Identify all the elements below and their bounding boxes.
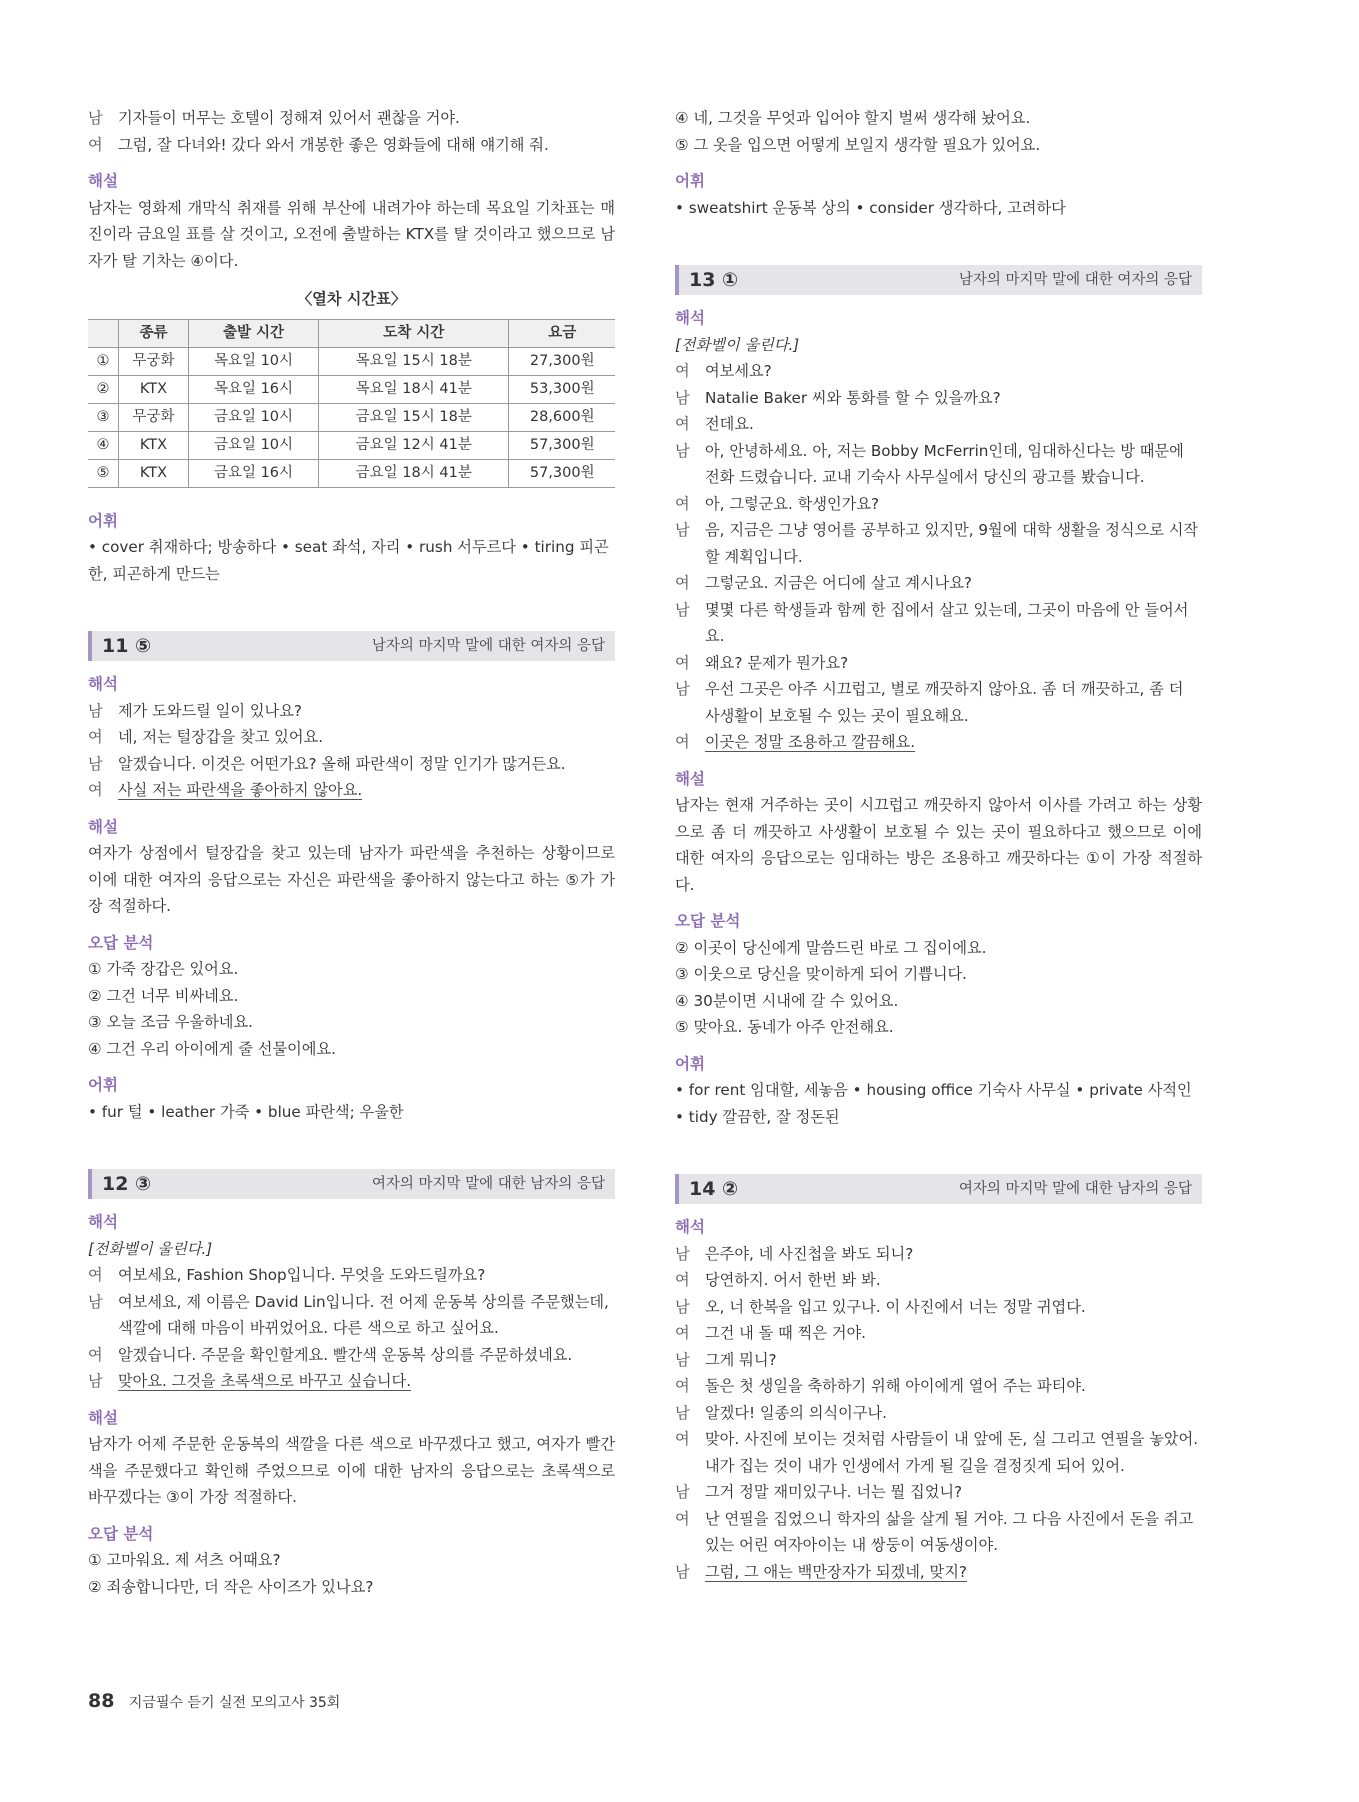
speaker: 여 <box>88 1266 103 1284</box>
speaker: 남 <box>88 1372 103 1390</box>
utterance: 오, 너 한복을 입고 있구나. 이 사진에서 너는 정말 귀엽다. <box>705 1297 1086 1316</box>
speaker: 남 <box>675 1483 690 1501</box>
q13-vocab-line-1: • for rent 임대할, 세놓음 • housing office 기숙사 사무실 • private 사적인 <box>675 1081 1192 1099</box>
dialogue-line <box>675 1506 1202 1559</box>
speaker: 여 <box>88 728 103 746</box>
speaker: 여 <box>675 415 690 433</box>
option-item: ④ 그건 우리 아이에게 줄 선물이에요. <box>88 1039 336 1058</box>
table-cell: 금요일 16시 <box>188 459 318 487</box>
option-item: ③ 이웃으로 당신을 맞이하게 되어 기쁩니다. <box>675 965 967 983</box>
q12-header-bar <box>88 1169 615 1199</box>
utterance: 은주야, 네 사진첩을 봐도 되니? <box>705 1244 914 1263</box>
page-number: 88 <box>88 1690 115 1712</box>
q13-header-bar <box>675 265 1202 295</box>
utterance: 아, 그렇군요. 학생인가요? <box>705 494 880 513</box>
dialogue-line <box>675 1400 1202 1427</box>
speaker: 여 <box>88 781 103 799</box>
speaker: 남 <box>88 754 103 773</box>
q12-trans-heading: 해석 <box>88 1213 118 1231</box>
table-title: 〈열차 시간표〉 <box>296 290 407 308</box>
speaker: 여 <box>675 1509 690 1528</box>
q12-number: 12 ③ <box>102 1172 152 1195</box>
q11-dialogue <box>88 698 615 778</box>
dialogue-line <box>675 438 1202 491</box>
dialogue-line <box>675 491 1202 518</box>
q13-explain-heading: 해설 <box>675 769 705 788</box>
q12-vocab-heading: 어휘 <box>675 172 705 190</box>
speaker: 여 <box>675 574 690 592</box>
q10-explain-heading: 해설 <box>88 172 118 190</box>
utterance: 우선 그곳은 아주 시끄럽고, 별로 깨끗하지 않아요. 좀 더 깨끗하고, 좀 더 사생활이 보호될 수 있는 곳이 필요해요. <box>705 680 1184 725</box>
speaker: 여 <box>675 494 690 513</box>
utterance: 음, 지금은 그냥 영어를 공부하고 있지만, 9월에 대학 생활을 정식으로 시작할 계획입니다. <box>705 521 1199 566</box>
q11-last-line <box>88 777 615 804</box>
utterance: 그거 정말 재미있구나. 너는 뭘 집었니? <box>705 1483 963 1501</box>
utterance: 그럼, 잘 다녀와! 갔다 와서 개봉한 좋은 영화들에 대해 얘기해 줘. <box>118 135 549 154</box>
answer-line: 이곳은 정말 조용하고 깔끔해요. <box>705 733 916 751</box>
q12-tag: 여자의 마지막 말에 대한 남자의 응답 <box>371 1175 605 1192</box>
q14-header-bar <box>675 1174 1202 1204</box>
utterance: 네, 저는 털장갑을 찾고 있어요. <box>118 728 324 746</box>
utterance: 그렇군요. 지금은 어디에 살고 계시나요? <box>705 574 972 592</box>
q11-vocab: • fur 털 • leather 가죽 • blue 파란색; 우울한 <box>88 1102 404 1121</box>
q11-number: 11 ⑤ <box>102 634 152 657</box>
utterance: 맞아. 사진에 보이는 것처럼 사람들이 내 앞에 돈, 실 그리고 연필을 놓았어. 내가 집는 것이 내가 인생에서 가게 될 길을 결정짓게 되어 있어. <box>705 1430 1199 1475</box>
q12-stage-direction: [전화벨이 울린다.] <box>88 1239 213 1258</box>
utterance: 그건 내 돌 때 찍은 거야. <box>705 1324 867 1342</box>
utterance: Natalie Baker 씨와 통화를 할 수 있을까요? <box>705 388 1001 407</box>
right-column <box>675 105 1202 1585</box>
q13-trans-heading: 해석 <box>675 309 705 327</box>
option-item: ② 죄송합니다만, 더 작은 사이즈가 있나요? <box>88 1577 374 1596</box>
utterance: 알겠다! 일종의 의식이구나. <box>705 1403 887 1422</box>
dialogue-line <box>675 1320 1202 1347</box>
table-cell: ② <box>88 375 119 403</box>
table-cell: 금요일 12시 41분 <box>319 431 509 459</box>
page-footer <box>88 1690 340 1712</box>
dialogue-line <box>675 1426 1202 1479</box>
speaker: 남 <box>675 521 690 539</box>
answer-line: 맞아요. 그것을 초록색으로 바꾸고 싶습니다. <box>118 1372 412 1390</box>
speaker: 여 <box>88 1345 103 1364</box>
option-item: ② 그건 너무 비싸네요. <box>88 986 239 1005</box>
q12-explain-heading: 해설 <box>88 1408 118 1427</box>
option-item: ⑤ 그 옷을 입으면 어떻게 보일지 생각할 필요가 있어요. <box>675 135 1041 154</box>
dialogue-line <box>88 105 615 132</box>
table-cell: ④ <box>88 431 119 459</box>
table-cell: KTX <box>119 459 189 487</box>
q12-wrong-heading: 오답 분석 <box>88 1524 154 1543</box>
q11-vocab-heading: 어휘 <box>88 1076 118 1094</box>
utterance: 여보세요? <box>705 362 772 380</box>
q13-vocab-heading: 어휘 <box>675 1054 705 1073</box>
table-cell: 무궁화 <box>119 403 189 431</box>
option-item: ④ 네, 그것을 무엇과 입어야 할지 벌써 생각해 놨어요. <box>675 109 1031 127</box>
q13-dialogue <box>675 358 1202 729</box>
speaker: 남 <box>675 1350 690 1369</box>
utterance: 여보세요, Fashion Shop입니다. 무엇을 도와드릴까요? <box>118 1266 486 1284</box>
dialogue-line <box>675 597 1202 650</box>
table-cell: 목요일 10시 <box>188 347 318 375</box>
dialogue-line <box>88 1262 615 1289</box>
q12-wrong-list <box>88 1547 615 1600</box>
speaker: 여 <box>675 733 690 751</box>
table-cell: 57,300원 <box>509 431 615 459</box>
q10-vocab-heading: 어휘 <box>88 511 118 530</box>
dialogue-line <box>88 1289 615 1342</box>
left-column <box>88 105 615 1600</box>
speaker: 여 <box>675 1377 690 1395</box>
table-header-cell: 출발 시간 <box>188 319 318 347</box>
option-item: ② 이곳이 당신에게 말씀드린 바로 그 집이에요. <box>675 938 987 957</box>
q12-dialogue <box>88 1262 615 1368</box>
table-row <box>88 403 615 431</box>
q13-wrong-list <box>675 935 1202 1041</box>
speaker: 남 <box>675 1297 690 1316</box>
q11-wrong-list <box>88 956 615 1062</box>
table-cell: 금요일 18시 41분 <box>319 459 509 487</box>
q12-wrong-list-continued <box>675 105 1202 158</box>
speaker: 남 <box>675 1403 690 1422</box>
table-cell: ③ <box>88 403 119 431</box>
q10-explanation: 남자는 영화제 개막식 취재를 위해 부산에 내려가야 하는데 목요일 기차표는 매진이라 금요일 표를 살 것이고, 오전에 출발하는 KTX를 탈 것이라고 했으므로 남자가 탈 기차는 ④이다. <box>88 198 615 270</box>
table-cell: 목요일 16시 <box>188 375 318 403</box>
utterance: 당연하지. 어서 한번 봐 봐. <box>705 1271 881 1289</box>
table-cell: 금요일 10시 <box>188 403 318 431</box>
table-row <box>88 431 615 459</box>
dialogue-line <box>675 1347 1202 1374</box>
table-header-cell: 요금 <box>509 319 615 347</box>
option-item: ⑤ 맞아요. 동네가 아주 안전해요. <box>675 1018 894 1036</box>
dialogue-line <box>88 698 615 725</box>
answer-line: 사실 저는 파란색을 좋아하지 않아요. <box>118 781 363 799</box>
table-cell: 53,300원 <box>509 375 615 403</box>
dialogue-line <box>675 1479 1202 1506</box>
table-cell: 금요일 15시 18분 <box>319 403 509 431</box>
book-title: 지금필수 듣기 실전 모의고사 35회 <box>128 1695 341 1711</box>
q14-last-line <box>675 1559 1202 1586</box>
q11-explain-heading: 해설 <box>88 817 118 836</box>
dialogue-line <box>675 358 1202 385</box>
table-header-cell: 도착 시간 <box>319 319 509 347</box>
dialogue-line <box>675 570 1202 597</box>
answer-line: 그럼, 그 애는 백만장자가 되겠네, 맞지? <box>705 1562 967 1581</box>
utterance: 왜요? 문제가 뭔가요? <box>705 653 849 672</box>
q14-dialogue <box>675 1241 1202 1559</box>
q14-tag: 여자의 마지막 말에 대한 남자의 응답 <box>958 1180 1192 1197</box>
table-cell: 금요일 10시 <box>188 431 318 459</box>
dialogue-line <box>675 1241 1202 1268</box>
speaker: 남 <box>675 1562 690 1581</box>
speaker: 여 <box>675 1430 690 1448</box>
speaker: 여 <box>675 1271 690 1289</box>
utterance: 아, 안녕하세요. 아, 저는 Bobby McFerrin인데, 임대하신다는 방 때문에 전화 드렸습니다. 교내 기숙사 사무실에서 당신의 광고를 봤습니다. <box>705 441 1184 486</box>
table-cell: KTX <box>119 375 189 403</box>
speaker: 여 <box>675 362 690 380</box>
utterance: 그게 뭐니? <box>705 1350 777 1369</box>
option-item: ① 가죽 장갑은 있어요. <box>88 960 239 978</box>
q13-vocab-line-2: • tidy 깔끔한, 잘 정돈된 <box>675 1107 840 1126</box>
table-cell: 27,300원 <box>509 347 615 375</box>
option-item: ④ 30분이면 시내에 갈 수 있어요. <box>675 991 899 1010</box>
q11-tag: 남자의 마지막 말에 대한 여자의 응답 <box>371 637 605 654</box>
speaker: 여 <box>675 1324 690 1342</box>
q13-stage-direction: [전화벨이 울린다.] <box>675 335 800 354</box>
q13-tag: 남자의 마지막 말에 대한 여자의 응답 <box>958 271 1192 288</box>
speaker: 남 <box>88 1292 103 1311</box>
q13-number: 13 ① <box>689 268 739 291</box>
dialogue-line <box>88 1342 615 1369</box>
utterance: 난 연필을 집었으니 학자의 삶을 살게 될 거야. 그 다음 사진에서 돈을 쥐고 있는 어린 여자아이는 내 쌍둥이 여동생이야. <box>705 1509 1194 1554</box>
table-header-row <box>88 319 615 347</box>
table-cell: ① <box>88 347 119 375</box>
utterance: 몇몇 다른 학생들과 함께 한 집에서 살고 있는데, 그곳이 마음에 안 들어서요. <box>705 600 1189 645</box>
speaker: 남 <box>88 701 103 720</box>
q12-vocab: • sweatshirt 운동복 상의 • consider 생각하다, 고려하다 <box>675 198 1066 217</box>
q12-last-line <box>88 1368 615 1395</box>
dialogue-line <box>675 650 1202 677</box>
speaker: 여 <box>675 653 690 672</box>
utterance: 전데요. <box>705 415 754 433</box>
utterance: 기자들이 머무는 호텔이 정해져 있어서 괜찮을 거야. <box>118 109 460 127</box>
table-row <box>88 375 615 403</box>
table-cell: 목요일 18시 41분 <box>319 375 509 403</box>
q11-wrong-heading: 오답 분석 <box>88 933 154 952</box>
q10-vocab: • cover 취재하다; 방송하다 • seat 좌석, 자리 • rush 서두르다 • tiring 피곤한, 피곤하게 만드는 <box>88 538 609 583</box>
q11-explanation: 여자가 상점에서 털장갑을 찾고 있는데 남자가 파란색을 추천하는 상황이므로 이에 대한 여자의 응답으로는 자신은 파란색을 좋아하지 않는다고 하는 ⑤가 가장 적절하다. <box>88 844 615 915</box>
q13-last-line <box>675 729 1202 756</box>
q11-trans-heading: 해석 <box>88 675 118 693</box>
q13-wrong-heading: 오답 분석 <box>675 912 741 930</box>
speaker: 남 <box>675 600 690 619</box>
table-cell: 28,600원 <box>509 403 615 431</box>
dialogue-line <box>675 676 1202 729</box>
table-cell: 목요일 15시 18분 <box>319 347 509 375</box>
q14-trans-heading: 해석 <box>675 1218 705 1236</box>
speaker: 여 <box>88 135 103 154</box>
train-timetable <box>88 319 615 488</box>
speaker: 남 <box>675 1244 690 1263</box>
q12-explanation: 남자가 어제 주문한 운동복의 색깔을 다른 색으로 바꾸겠다고 했고, 여자가 빨간색을 주문했다고 확인해 주었으므로 이에 대한 남자의 응답으로는 초록색으로 바꾸겠다는 ③이 가장 적절하다. <box>88 1435 615 1506</box>
table-header-cell: 종류 <box>119 319 189 347</box>
dialogue-line <box>88 724 615 751</box>
dialogue-line <box>675 1373 1202 1400</box>
table-row <box>88 459 615 487</box>
speaker: 남 <box>675 388 690 407</box>
table-cell: 무궁화 <box>119 347 189 375</box>
utterance: 알겠습니다. 주문을 확인할게요. 빨간색 운동복 상의를 주문하셨네요. <box>118 1345 573 1364</box>
speaker: 남 <box>675 680 690 698</box>
dialogue-line <box>675 517 1202 570</box>
q13-explanation: 남자는 현재 거주하는 곳이 시끄럽고 깨끗하지 않아서 이사를 가려고 하는 상황으로 좀 더 깨끗하고 사생활이 보호될 수 있는 곳이 필요하다고 했으므로 이에 대한 여자의 응답으로는 임대하는 방은 조용하고 깨끗하다는 ①이 가장 적절하다. <box>675 796 1202 894</box>
utterance: 알겠습니다. 이것은 어떤가요? 올해 파란색이 정말 인기가 많거든요. <box>118 754 566 773</box>
dialogue-line <box>675 1294 1202 1321</box>
table-cell: KTX <box>119 431 189 459</box>
dialogue-line <box>675 1267 1202 1294</box>
table-row <box>88 347 615 375</box>
table-header-cell <box>88 319 119 347</box>
q14-number: 14 ② <box>689 1177 739 1200</box>
q10-dialogue-continued <box>88 105 615 158</box>
dialogue-line <box>675 411 1202 438</box>
utterance: 제가 도와드릴 일이 있나요? <box>118 701 302 720</box>
option-item: ③ 오늘 조금 우울하네요. <box>88 1013 253 1031</box>
dialogue-line <box>88 132 615 159</box>
speaker: 남 <box>88 109 103 127</box>
utterance: 여보세요, 제 이름은 David Lin입니다. 전 어제 운동복 상의를 주문했는데, 색깔에 대해 마음이 바뀌었어요. 다른 색으로 하고 싶어요. <box>118 1292 609 1337</box>
table-cell: ⑤ <box>88 459 119 487</box>
option-item: ① 고마워요. 제 셔츠 어때요? <box>88 1551 281 1569</box>
table-cell: 57,300원 <box>509 459 615 487</box>
utterance: 돌은 첫 생일을 축하하기 위해 아이에게 열어 주는 파티야. <box>705 1377 1086 1395</box>
dialogue-line <box>88 751 615 778</box>
dialogue-line <box>675 385 1202 412</box>
speaker: 남 <box>675 441 690 460</box>
q11-header-bar <box>88 631 615 661</box>
